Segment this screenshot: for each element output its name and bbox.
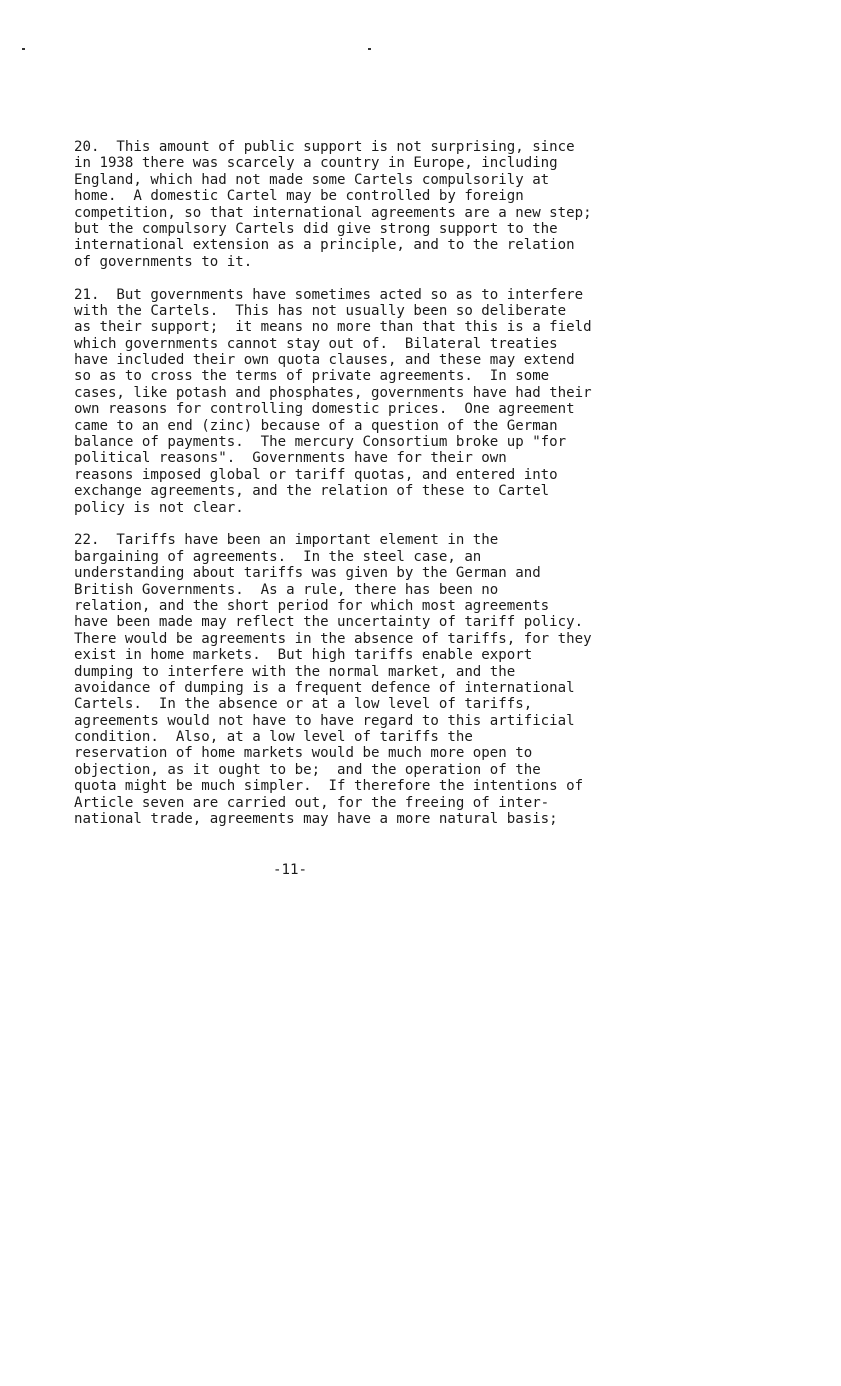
text-line: agreements would not have to have regard to this artificial bbox=[74, 712, 575, 729]
text-line: dumping to interfere with the normal market, and the bbox=[74, 663, 516, 680]
paragraph-22 bbox=[74, 532, 694, 827]
text-line: have been made may reflect the uncertainty of tariff policy. bbox=[74, 614, 584, 631]
text-line: exchange agreements, and the relation of these to Cartel bbox=[74, 483, 550, 500]
scan-speck bbox=[22, 48, 25, 50]
text-line: as their support; it means no more than that this is a field bbox=[74, 319, 592, 336]
paragraph-20 bbox=[74, 139, 694, 270]
text-line: home. A domestic Cartel may be controlled by foreign bbox=[74, 188, 524, 205]
text-line: relation, and the short period for which most agreements bbox=[74, 597, 550, 614]
text-line: British Governments. As a rule, there has been no bbox=[74, 581, 499, 598]
text-line: of governments to it. bbox=[74, 253, 253, 270]
text-line: national trade, agreements may have a more natural basis; bbox=[74, 811, 558, 828]
text-line: reservation of home markets would be much more open to bbox=[74, 745, 533, 762]
text-line: Article seven are carried out, for the freeing of inter- bbox=[74, 794, 550, 811]
text-line: have included their own quota clauses, and these may extend bbox=[74, 352, 575, 369]
text-line: bargaining of agreements. In the steel case, an bbox=[74, 548, 482, 565]
text-line: cases, like potash and phosphates, governments have had their bbox=[74, 384, 592, 401]
text-line: with the Cartels. This has not usually been so deliberate bbox=[74, 302, 567, 319]
text-line: 20. This amount of public support is not surprising, since bbox=[74, 139, 575, 155]
paragraph-21 bbox=[74, 287, 694, 516]
text-line: 22. Tariffs have been an important element in the bbox=[74, 532, 499, 549]
page-number: -11- bbox=[273, 862, 307, 878]
text-line: 21. But governments have sometimes acted so as to interfere bbox=[74, 286, 584, 303]
text-line: understanding about tariffs was given by the German and bbox=[74, 565, 541, 582]
text-line: so as to cross the terms of private agreements. In some bbox=[74, 368, 550, 385]
text-line: quota might be much simpler. If therefore the intentions of bbox=[74, 778, 584, 795]
text-line: objection, as it ought to be; and the operation of the bbox=[74, 761, 541, 778]
text-line: came to an end (zinc) because of a question of the German bbox=[74, 417, 558, 434]
text-line: Cartels. In the absence or at a low level of tariffs, bbox=[74, 696, 533, 713]
text-line: balance of payments. The mercury Consortium broke up "for bbox=[74, 434, 567, 451]
text-line: exist in home markets. But high tariffs enable export bbox=[74, 647, 533, 664]
text-line: which governments cannot stay out of. Bilateral treaties bbox=[74, 335, 558, 352]
text-line: avoidance of dumping is a frequent defence of international bbox=[74, 679, 575, 696]
text-line: but the compulsory Cartels did give strong support to the bbox=[74, 220, 558, 237]
text-line: political reasons". Governments have for their own bbox=[74, 450, 507, 467]
text-line: reasons imposed global or tariff quotas, and entered into bbox=[74, 466, 558, 483]
scan-speck bbox=[368, 48, 371, 50]
text-line: policy is not clear. bbox=[74, 499, 244, 516]
text-line: There would be agreements in the absence of tariffs, for they bbox=[74, 630, 592, 647]
body-text bbox=[74, 139, 694, 844]
text-line: competition, so that international agreements are a new step; bbox=[74, 204, 592, 221]
text-line: England, which had not made some Cartels compulsorily at bbox=[74, 171, 550, 188]
text-line: condition. Also, at a low level of tariffs the bbox=[74, 729, 473, 746]
text-line: international extension as a principle, and to the relation bbox=[74, 237, 575, 254]
text-line: own reasons for controlling domestic prices. One agreement bbox=[74, 401, 575, 418]
text-line: in 1938 there was scarcely a country in Europe, including bbox=[74, 155, 558, 172]
